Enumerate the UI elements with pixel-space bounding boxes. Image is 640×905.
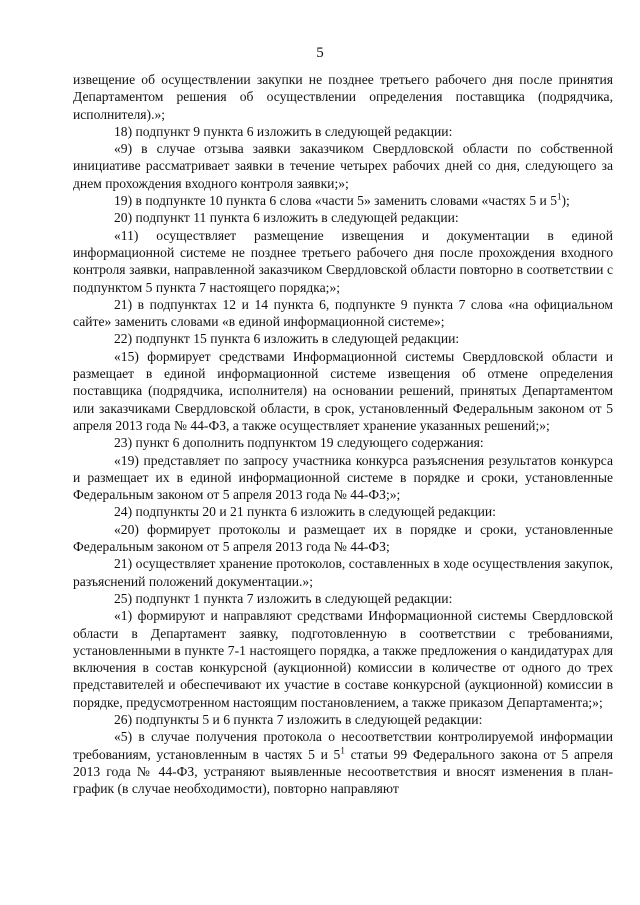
paragraph-26-text-end: статьи 99 Федерального закона от 5 апреля 2013 года № 44-ФЗ, устраняют выявленные несоответствия и вносят изменения в план-график (в случае необходимости), повторно направляют <box>73 746 614 797</box>
body-text <box>73 71 613 797</box>
superscript-1-b: 1 <box>340 745 345 756</box>
paragraph-21: 21) в подпунктах 12 и 14 пункта 6, подпункте 9 пункта 7 слова «на официальном сайте» заменить словами «в единой информационной системе»; <box>73 296 613 330</box>
paragraph-26-text <box>73 728 613 797</box>
paragraph-22-text: «15) формирует средствами Информационной системы Свердловской области и размещает в единой информационной системе извещения об отмене определения поставщика (подрядчика, исполнителя) на основании решений, принятых Департаментом или заказчиками Свердловской области, в срок, установленный Федеральным законом от 5 апреля 2013 года № 44-ФЗ, а также осуществляет хранение указанных решений;»; <box>73 348 613 433</box>
paragraph-23-text: «19) представляет по запросу участника конкурса разъяснения результатов конкурса и размещает их в единой информационной системе в порядке и сроки, установленные Федеральным законом от 5 апреля 2013 года № 44-ФЗ;»; <box>73 452 613 503</box>
paragraph-25-text: «1) формируют и направляют средствами Информационной системы Свердловской области в Департамент заявку, подготовленную в соответствии с требованиями, установленными в пункте 7-1 настоящего порядка, а также предложения о кандидатурах для включения в состав конкурсной (аукционной) комиссии в количестве от одного до трех представителей и обеспечивают их участие в составе конкурсной (аукционной) комиссии в порядке, предусмотренном настоящим постановлением, а также приказом Департамента;»; <box>73 608 613 710</box>
paragraph-18-text: «9) в случае отзыва заявки заказчиком Свердловской области по собственной инициативе рассматривает заявки в течение четырех рабочих дней со дня, следующего за днем прохождения входного контроля заявки;»; <box>73 141 613 191</box>
paragraph-26: 26) подпункты 5 и 6 пункта 7 изложить в следующей редакции: <box>114 711 483 727</box>
paragraph-24: 24) подпункты 20 и 21 пункта 6 изложить в следующей редакции: <box>114 504 496 520</box>
paragraph-25: 25) подпункт 1 пункта 7 изложить в следующей редакции: <box>114 590 453 606</box>
paragraph-24-text-20: «20) формирует протоколы и размещает их в порядке и сроки, установленные Федеральным законом от 5 апреля 2013 года № 44-ФЗ; <box>73 521 613 555</box>
page-number: 5 <box>316 45 324 61</box>
paragraph-19-tail: ); <box>561 193 570 209</box>
paragraph-19 <box>73 192 613 209</box>
paragraph-20-text: «11) осуществляет размещение извещения и документации в единой информационной системе не позднее третьего рабочего дня после прохождения входного контроля заявки, направленной заказчиком Свердловской области повторно в соответствии с подпунктом 5 пункта 7 настоящего порядка;»; <box>73 227 613 295</box>
paragraph-20: 20) подпункт 11 пункта 6 изложить в следующей редакции: <box>114 210 459 226</box>
paragraph-26-text-start: «5) в случае получения протокола о несоответствии контролируемой информации требованиям, установленным в частях 5 и 5 <box>73 729 613 762</box>
paragraph-18: 18) подпункт 9 пункта 6 изложить в следующей редакции: <box>114 123 453 139</box>
superscript-1: 1 <box>557 191 562 202</box>
paragraph-intro: извещение об осуществлении закупки не позднее третьего рабочего дня после принятия Департаментом решения об осуществлении определения поставщика (подрядчика, исполнителя).»; <box>73 72 613 122</box>
paragraph-23: 23) пункт 6 дополнить подпунктом 19 следующего содержания: <box>114 435 484 451</box>
paragraph-24-text-21: 21) осуществляет хранение протоколов, составленных в ходе осуществления закупок, разъяснений положений документации.»; <box>73 556 613 589</box>
paragraph-22: 22) подпункт 15 пункта 6 изложить в следующей редакции: <box>114 331 460 347</box>
paragraph-19-text: 19) в подпункте 10 пункта 6 слова «части 5» заменить словами «частях 5 и 5 <box>114 193 558 209</box>
